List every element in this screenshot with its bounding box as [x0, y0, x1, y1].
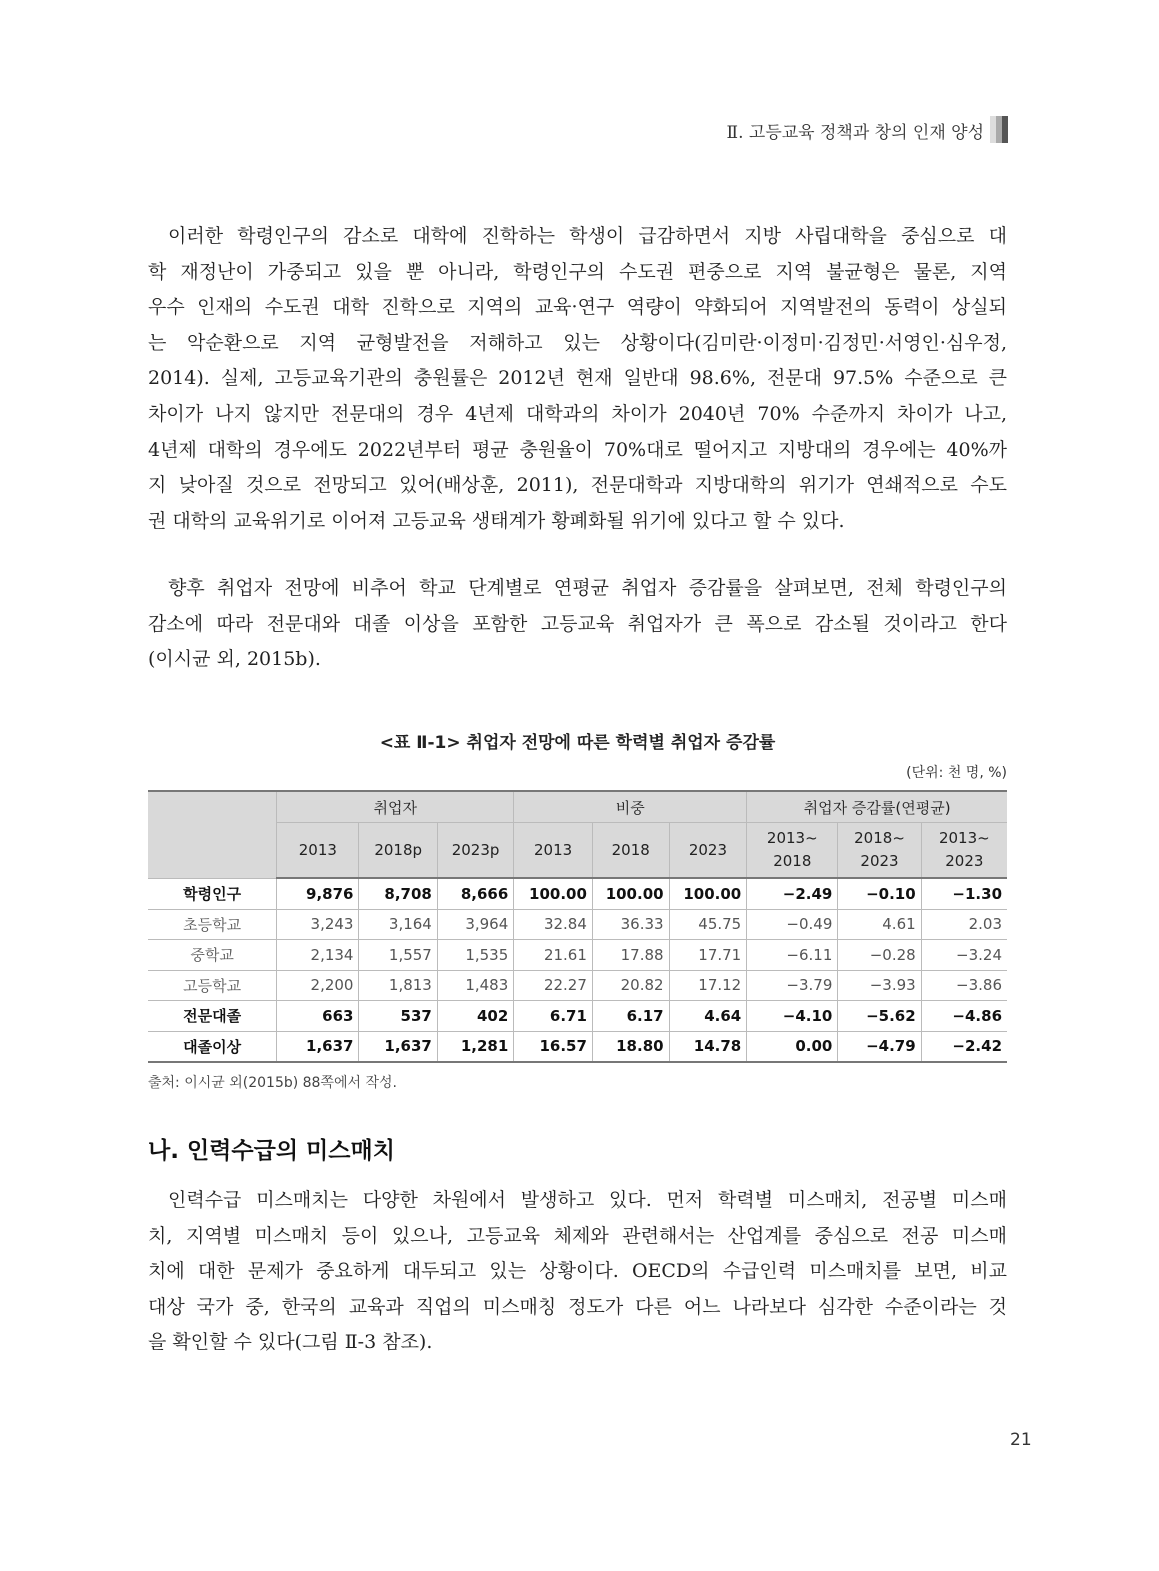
- table-cell: 36.33: [592, 909, 669, 940]
- table-cell: 1,281: [437, 1031, 513, 1062]
- header-decoration-bar: [990, 116, 1008, 143]
- table-cell: −4.86: [921, 1001, 1007, 1032]
- table-cell: 4.61: [838, 909, 921, 940]
- group-header: 취업자: [277, 791, 514, 823]
- row-label: 고등학교: [148, 970, 277, 1001]
- employment-table: [148, 790, 1007, 1063]
- table-cell: −3.79: [747, 970, 838, 1001]
- table-cell: 16.57: [514, 1031, 593, 1062]
- table-cell: 1,637: [359, 1031, 437, 1062]
- table-cell: 20.82: [592, 970, 669, 1001]
- column-header: 2018: [592, 823, 669, 879]
- table-cell: 4.64: [669, 1001, 747, 1032]
- table-cell: 1,535: [437, 940, 513, 971]
- column-header: 2013~ 2023: [921, 823, 1007, 879]
- row-label: 학령인구: [148, 878, 277, 909]
- table-cell: −0.49: [747, 909, 838, 940]
- table-cell: −2.42: [921, 1031, 1007, 1062]
- group-header: 비중: [514, 791, 747, 823]
- table-cell: 100.00: [669, 878, 747, 909]
- table-cell: 6.71: [514, 1001, 593, 1032]
- table-cell: 0.00: [747, 1031, 838, 1062]
- table-cell: 8,666: [437, 878, 513, 909]
- table-cell: 18.80: [592, 1031, 669, 1062]
- text-line: 우수 인재의 수도권 대학 진학으로 지역의 교육·연구 역량이 약화되어 지역발전의 동력이 상실되: [148, 296, 1007, 319]
- text-line: 차이가 나지 않지만 전문대의 경우 4년제 대학과의 차이가 2040년 70% 수준까지 차이가 나고,: [148, 402, 1007, 425]
- table-source: 출처: 이시균 외(2015b) 88쪽에서 작성.: [148, 1075, 397, 1091]
- row-label: 전문대졸: [148, 1001, 277, 1032]
- text-line: 는 악순환으로 지역 균형발전을 저해하고 있는 상황이다(김미란·이정미·김정민·서영인·심우정,: [148, 331, 1007, 354]
- table-unit: (단위: 천 명, %): [906, 765, 1007, 781]
- table-row: [148, 940, 1007, 971]
- table-cell: −5.62: [838, 1001, 921, 1032]
- table-cell: −0.28: [838, 940, 921, 971]
- table-cell: 21.61: [514, 940, 593, 971]
- table-cell: 537: [359, 1001, 437, 1032]
- column-header: 2013: [514, 823, 593, 879]
- table-cell: 3,243: [277, 909, 359, 940]
- table-cell: 45.75: [669, 909, 747, 940]
- table-cell: −3.24: [921, 940, 1007, 971]
- table-caption: <표 Ⅱ-1> 취업자 전망에 따른 학력별 취업자 증감률: [379, 733, 776, 753]
- table-cell: 2,134: [277, 940, 359, 971]
- column-header: 2023p: [437, 823, 513, 879]
- column-header: 2013: [277, 823, 359, 879]
- row-label: 대졸이상: [148, 1031, 277, 1062]
- table-cell: 1,557: [359, 940, 437, 971]
- column-header: 2013~ 2018: [747, 823, 838, 879]
- section-title: 나. 인력수급의 미스매치: [148, 1138, 395, 1164]
- table-cell: 17.88: [592, 940, 669, 971]
- table-cell: 2,200: [277, 970, 359, 1001]
- table-cell: −3.86: [921, 970, 1007, 1001]
- table-cell: 402: [437, 1001, 513, 1032]
- table-row: [148, 1001, 1007, 1032]
- corner-cell: [148, 791, 277, 878]
- table-cell: 3,964: [437, 909, 513, 940]
- text-line: 지 낮아질 것으로 전망되고 있어(배상훈, 2011), 전문대학과 지방대학의 위기가 연쇄적으로 수도: [148, 474, 1007, 497]
- table-cell: 1,483: [437, 970, 513, 1001]
- text-line: 을 확인할 수 있다(그림 Ⅱ-3 참조).: [148, 1331, 433, 1354]
- table-cell: 100.00: [592, 878, 669, 909]
- paragraph-2: [148, 571, 1007, 678]
- table-cell: 8,708: [359, 878, 437, 909]
- row-label: 중학교: [148, 940, 277, 971]
- table-cell: 100.00: [514, 878, 593, 909]
- column-header: 2018~ 2023: [838, 823, 921, 879]
- column-header: 2018p: [359, 823, 437, 879]
- table-cell: −4.10: [747, 1001, 838, 1032]
- table-cell: 1,637: [277, 1031, 359, 1062]
- text-line: 학 재정난이 가중되고 있을 뿐 아니라, 학령인구의 수도권 편중으로 지역 불균형은 물론, 지역: [148, 260, 1007, 283]
- paragraph-1: [148, 219, 1007, 539]
- text-line: 치에 대한 문제가 중요하게 대두되고 있는 상황이다. OECD의 수급인력 미스매치를 보면, 비교: [148, 1260, 1007, 1283]
- text-line: 향후 취업자 전망에 비추어 학교 단계별로 연평균 취업자 증감률을 살펴보면, 전체 학령인구의: [168, 577, 1007, 599]
- table-cell: 663: [277, 1001, 359, 1032]
- running-header: Ⅱ. 고등교육 정책과 창의 인재 양성: [726, 123, 984, 143]
- table-cell: 2.03: [921, 909, 1007, 940]
- table-row: [148, 1031, 1007, 1062]
- table-cell: −2.49: [747, 878, 838, 909]
- table-row: [148, 909, 1007, 940]
- text-line: 대상 국가 중, 한국의 교육과 직업의 미스매칭 정도가 다른 어느 나라보다 심각한 수준이라는 것: [148, 1295, 1007, 1318]
- table-cell: −4.79: [838, 1031, 921, 1062]
- table-cell: 1,813: [359, 970, 437, 1001]
- table-cell: −3.93: [838, 970, 921, 1001]
- table-cell: 14.78: [669, 1031, 747, 1062]
- text-line: 인력수급 미스매치는 다양한 차원에서 발생하고 있다. 먼저 학력별 미스매치, 전공별 미스매: [168, 1189, 1007, 1211]
- table-cell: 9,876: [277, 878, 359, 909]
- table-cell: 17.71: [669, 940, 747, 971]
- table-cell: 32.84: [514, 909, 593, 940]
- column-header: 2023: [669, 823, 747, 879]
- text-line: 이러한 학령인구의 감소로 대학에 진학하는 학생이 급감하면서 지방 사립대학을 중심으로 대: [168, 225, 1007, 247]
- table-cell: 3,164: [359, 909, 437, 940]
- text-line: (이시균 외, 2015b).: [148, 648, 321, 671]
- table-cell: 22.27: [514, 970, 593, 1001]
- table-cell: −1.30: [921, 878, 1007, 909]
- table-cell: 6.17: [592, 1001, 669, 1032]
- paragraph-3: [148, 1183, 1007, 1361]
- text-line: 권 대학의 교육위기로 이어져 고등교육 생태계가 황폐화될 위기에 있다고 할 수 있다.: [148, 509, 845, 532]
- text-line: 감소에 따라 전문대와 대졸 이상을 포함한 고등교육 취업자가 큰 폭으로 감소될 것이라고 한다: [148, 612, 1007, 635]
- table-row: [148, 970, 1007, 1001]
- table-cell: 17.12: [669, 970, 747, 1001]
- table-row: [148, 878, 1007, 909]
- text-line: 치, 지역별 미스매치 등이 있으나, 고등교육 체제와 관련해서는 산업계를 중심으로 전공 미스매: [148, 1224, 1007, 1247]
- text-line: 2014). 실제, 고등교육기관의 충원률은 2012년 현재 일반대 98.6%, 전문대 97.5% 수준으로 큰: [148, 367, 1007, 390]
- row-label: 초등학교: [148, 909, 277, 940]
- group-header: 취업자 증감률(연평균): [747, 791, 1007, 823]
- table-cell: −0.10: [838, 878, 921, 909]
- table-cell: −6.11: [747, 940, 838, 971]
- page-number: 21: [1010, 1430, 1032, 1450]
- text-line: 4년제 대학의 경우에도 2022년부터 평균 충원율이 70%대로 떨어지고 지방대의 경우에는 40%까: [148, 438, 1007, 461]
